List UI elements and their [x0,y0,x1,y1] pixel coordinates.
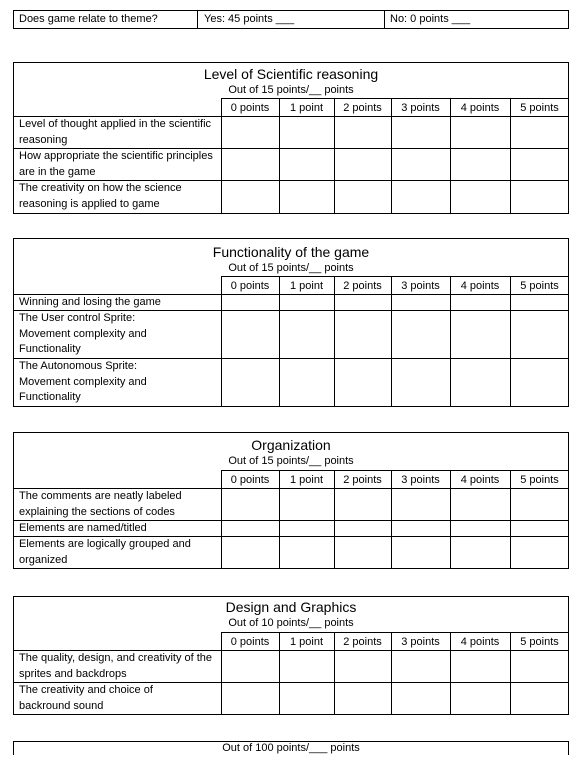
section-organization [13,432,569,569]
criterion-label: The Autonomous Sprite: Movement complexity and Functionality [19,360,147,403]
criterion-label: The creativity and choice of backround sound [19,684,153,712]
header-0-points: 0 points [230,102,270,114]
section-design-graphics [13,596,569,715]
total-score[interactable]: Out of 100 points/___ points [222,742,360,754]
header-0-points: 0 points [230,280,270,292]
theme-question: Does game relate to theme? [19,13,158,25]
section-title: Level of Scientific reasoning [203,66,379,82]
criterion-label: The creativity on how the science reasoning is applied to game [19,182,182,210]
header-5-points: 5 points [520,636,559,648]
header-1-point: 1 point [289,102,324,114]
section-title: Organization [251,437,331,453]
header-3-points: 3 points [401,474,440,486]
section-title: Design and Graphics [225,599,357,615]
header-1-point: 1 point [289,474,324,486]
criterion-label: The quality, design, and creativity of the sprites and backdrops [19,652,213,680]
criterion-label: How appropriate the scientific principles are in the game [19,150,213,178]
header-2-points: 2 points [343,636,382,648]
header-2-points: 2 points [343,280,382,292]
header-4-points: 4 points [460,102,500,114]
section-subtitle: Out of 10 points/__ points [228,617,354,629]
header-3-points: 3 points [401,280,440,292]
theme-divider-1 [197,10,198,29]
header-5-points: 5 points [520,102,559,114]
criterion-label: Elements are named/titled [19,522,147,534]
section-subtitle: Out of 15 points/__ points [228,455,354,467]
header-4-points: 4 points [460,474,500,486]
criterion-label: Level of thought applied in the scientific reasoning [19,118,212,146]
header-1-point: 1 point [289,636,324,648]
header-4-points: 4 points [460,280,500,292]
header-5-points: 5 points [520,474,559,486]
section-title: Functionality of the game [212,244,370,260]
section-scientific-reasoning [13,62,569,214]
criterion-label: Elements are logically grouped and organized [19,538,191,566]
theme-no-option[interactable]: No: 0 points ___ [390,13,471,25]
header-4-points: 4 points [460,636,500,648]
header-2-points: 2 points [343,474,382,486]
criterion-label: Winning and losing the game [19,296,161,308]
header-3-points: 3 points [401,102,440,114]
header-0-points: 0 points [230,636,270,648]
header-5-points: 5 points [520,280,559,292]
criterion-label: The User control Sprite: Movement complexity and Functionality [19,312,147,355]
header-3-points: 3 points [401,636,440,648]
theme-divider-2 [384,10,385,29]
header-1-point: 1 point [289,280,324,292]
header-2-points: 2 points [343,102,382,114]
theme-yes-option[interactable]: Yes: 45 points ___ [204,13,295,25]
section-subtitle: Out of 15 points/__ points [228,262,354,274]
header-0-points: 0 points [230,474,270,486]
section-subtitle: Out of 15 points/__ points [228,84,354,96]
criterion-label: The comments are neatly labeled explaining the sections of codes [19,490,182,518]
section-functionality [13,238,569,407]
